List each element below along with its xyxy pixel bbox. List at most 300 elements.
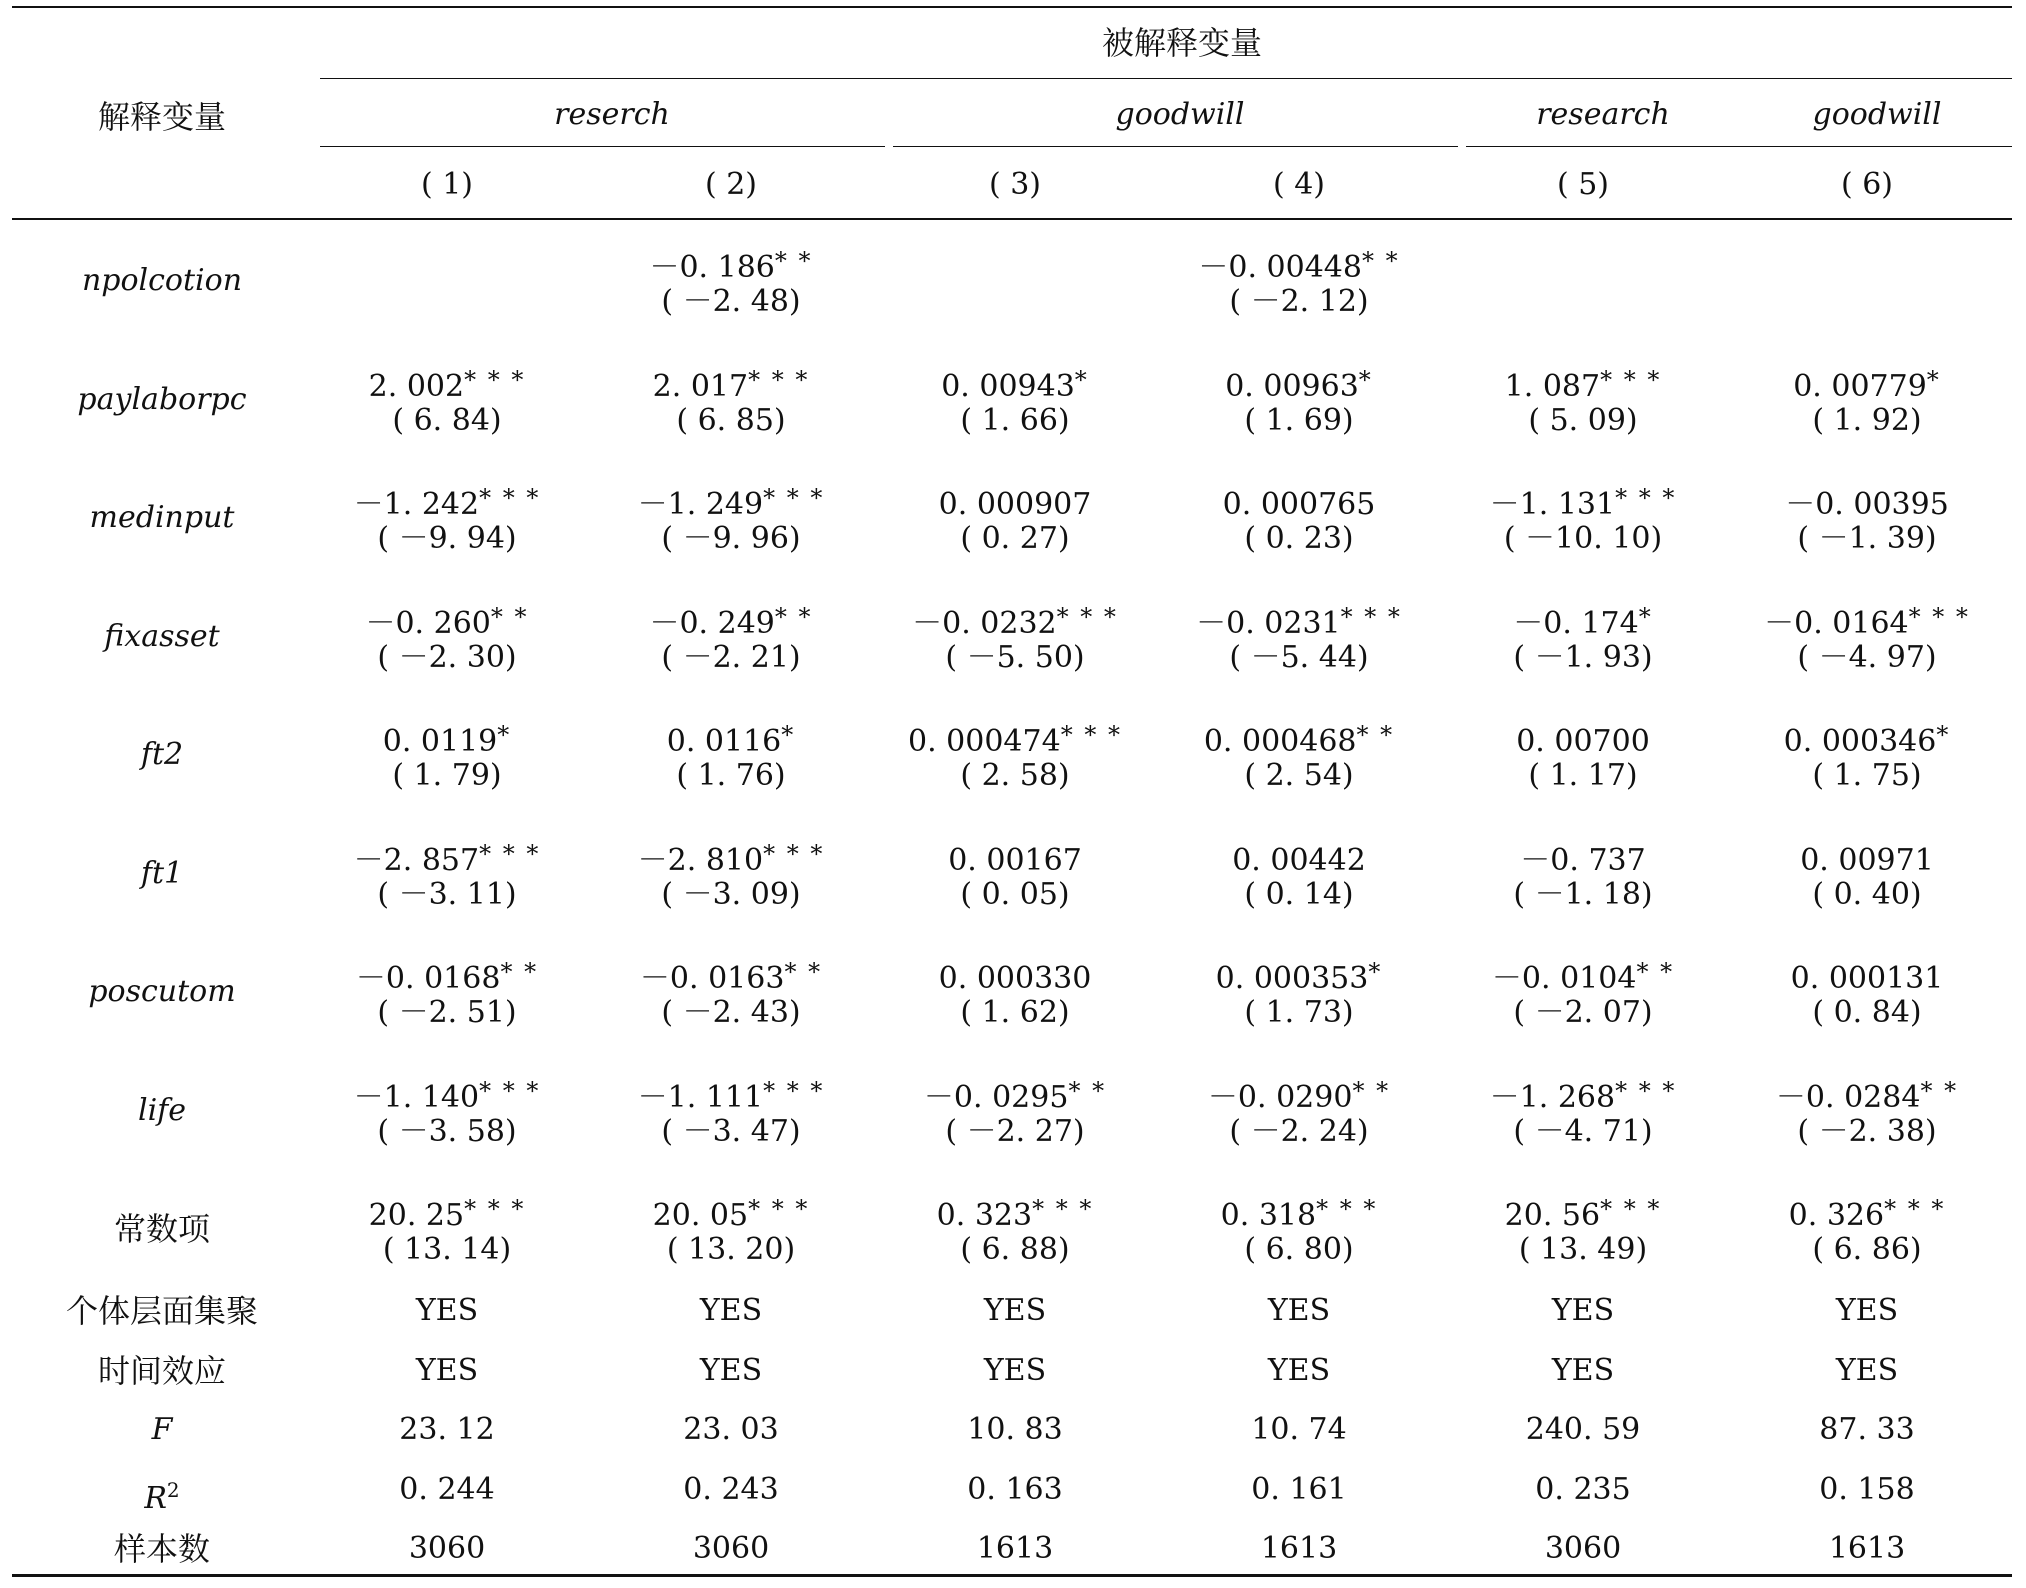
coefficient-cell	[591, 955, 871, 1030]
t-statistic: ( 1. 92)	[1812, 402, 1922, 438]
t-statistic: ( 2. 58)	[960, 758, 1070, 793]
group-label-4: goodwill	[1812, 97, 1942, 132]
coefficient-cell	[1443, 600, 1723, 675]
coefficient-line	[591, 244, 871, 285]
coefficient-line	[1443, 955, 1723, 996]
coefficient-value: 20. 05	[652, 1198, 749, 1233]
coefficient-cell	[591, 244, 871, 319]
significance-stars: *	[1936, 721, 1951, 749]
column-header-4: ( 4)	[1272, 167, 1326, 202]
summary-value: 87. 33	[1819, 1412, 1915, 1447]
coefficient-value: －0. 186	[649, 250, 775, 285]
coefficient-cell	[1159, 600, 1439, 675]
coefficient-line	[1727, 718, 2007, 759]
coefficient-line	[875, 837, 1155, 878]
coefficient-cell	[1159, 955, 1439, 1030]
coefficient-value: 0. 00943	[941, 368, 1075, 404]
coefficient-cell	[1443, 1074, 1723, 1149]
summary-value: YES	[699, 1352, 763, 1388]
coefficient-line	[1159, 1192, 1439, 1233]
group-underline-3	[1466, 146, 2012, 147]
summary-row-label: 样本数	[113, 1530, 210, 1568]
row-label: ft1	[140, 855, 184, 891]
t-statistic: ( 1. 75)	[1812, 758, 1922, 793]
coefficient-value: 0. 000131	[1790, 961, 1944, 996]
t-statistic: ( －2. 38)	[1797, 1113, 1937, 1149]
coefficient-line	[1727, 837, 2007, 878]
coefficient-cell	[875, 600, 1155, 675]
summary-value: 23. 03	[683, 1412, 779, 1447]
coefficient-value: －0. 737	[1520, 842, 1646, 878]
significance-stars: *	[1368, 958, 1383, 986]
t-statistic: ( 6. 84)	[392, 402, 502, 438]
significance-stars: * * *	[1060, 721, 1122, 749]
t-statistic: ( －2. 07)	[1513, 995, 1653, 1030]
significance-stars: * * *	[763, 839, 825, 868]
coefficient-line	[307, 600, 587, 641]
significance-stars: * * *	[1615, 1076, 1677, 1105]
t-statistic: ( 0. 23)	[1244, 521, 1354, 556]
coefficient-cell	[591, 481, 871, 556]
significance-stars: * * *	[1032, 1195, 1094, 1223]
coefficient-value: 0. 323	[936, 1198, 1033, 1233]
coefficient-value: 0. 00971	[1800, 842, 1934, 878]
coefficient-value: －1. 131	[1489, 487, 1616, 522]
coefficient-line	[1159, 363, 1439, 404]
coefficient-value: 0. 00779	[1793, 368, 1927, 404]
coefficient-value: －0. 00448	[1198, 250, 1362, 285]
coefficient-value: －0. 0231	[1196, 605, 1341, 641]
t-statistic: ( 0. 84)	[1812, 995, 1922, 1030]
row-label: poscutom	[88, 974, 236, 1009]
t-statistic: ( 0. 27)	[960, 521, 1070, 556]
coefficient-cell	[1443, 481, 1723, 556]
coefficient-line	[1727, 1192, 2007, 1233]
coefficient-value: 0. 000346	[1783, 724, 1937, 759]
column-header-6: ( 6)	[1840, 167, 1894, 202]
coefficient-cell	[875, 1192, 1155, 1267]
coefficient-value: －0. 0104	[1491, 961, 1637, 996]
coefficient-line	[1159, 244, 1439, 285]
coefficient-line	[591, 1074, 871, 1115]
coefficient-cell	[1443, 1192, 1723, 1267]
t-statistic: ( －4. 97)	[1797, 639, 1937, 675]
t-statistic: ( 1. 62)	[960, 995, 1070, 1030]
coefficient-cell	[1727, 955, 2007, 1030]
coefficient-line	[875, 1192, 1155, 1233]
coefficient-value: 0. 00700	[1516, 724, 1650, 759]
significance-stars: *	[1926, 365, 1941, 394]
coefficient-value: －0. 174	[1513, 605, 1639, 641]
significance-stars: *	[1358, 365, 1373, 394]
t-statistic: ( 2. 54)	[1244, 758, 1354, 793]
column-header-5: ( 5)	[1556, 167, 1610, 202]
significance-stars: * * *	[464, 1195, 526, 1223]
coefficient-line	[875, 718, 1155, 759]
significance-stars: *	[1638, 602, 1653, 631]
row-label: medinput	[89, 500, 235, 535]
coefficient-value: 0. 000907	[938, 487, 1092, 522]
significance-stars: *	[781, 721, 796, 749]
summary-value: 1613	[1260, 1531, 1338, 1566]
coefficient-cell	[1727, 1074, 2007, 1149]
coefficient-line	[1443, 837, 1723, 878]
significance-stars: * *	[774, 602, 813, 631]
coefficient-value: 0. 000330	[938, 961, 1092, 996]
coefficient-cell	[875, 363, 1155, 438]
table-top-rule	[12, 6, 2012, 8]
summary-row-label	[12, 1473, 312, 1516]
t-statistic: ( －5. 44)	[1229, 639, 1369, 675]
coefficient-line	[591, 837, 871, 878]
coefficient-value: 0. 00442	[1232, 842, 1366, 878]
coefficient-line	[1443, 718, 1723, 759]
significance-stars: * * *	[1615, 484, 1677, 512]
coefficient-cell	[1727, 1192, 2007, 1267]
coefficient-line	[591, 363, 871, 404]
t-statistic: ( －2. 30)	[377, 639, 517, 675]
coefficient-value: 2. 002	[368, 368, 465, 404]
dependent-variable-underline	[320, 78, 2012, 79]
t-statistic: ( 0. 40)	[1812, 876, 1922, 912]
summary-value: YES	[415, 1293, 479, 1328]
coefficient-value: 0. 318	[1220, 1198, 1317, 1233]
coefficient-value: －2. 857	[353, 842, 480, 878]
summary-value: 10. 74	[1251, 1412, 1347, 1447]
coefficient-line	[591, 481, 871, 522]
coefficient-cell	[875, 1074, 1155, 1149]
coefficient-value: 20. 25	[368, 1198, 465, 1233]
column-header-1: ( 1)	[420, 167, 474, 202]
coefficient-cell	[591, 363, 871, 438]
coefficient-cell	[307, 363, 587, 438]
coefficient-cell	[1159, 244, 1439, 319]
coefficient-cell	[591, 600, 871, 675]
coefficient-value: 0. 000474	[908, 724, 1061, 759]
significance-stars: * * *	[1600, 365, 1662, 394]
coefficient-line	[1727, 1074, 2007, 1115]
coefficient-cell	[1727, 481, 2007, 556]
coefficient-cell	[307, 1192, 587, 1267]
coefficient-line	[875, 1074, 1155, 1115]
coefficient-cell	[1727, 600, 2007, 675]
t-statistic: ( 1. 73)	[1244, 995, 1354, 1030]
coefficient-line	[307, 955, 587, 996]
coefficient-cell	[307, 955, 587, 1030]
coefficient-value: －1. 268	[1489, 1079, 1616, 1115]
t-statistic: ( －2. 24)	[1229, 1113, 1369, 1149]
coefficient-cell	[1159, 481, 1439, 556]
significance-stars: * *	[490, 602, 529, 631]
coefficient-line	[875, 363, 1155, 404]
coefficient-line	[307, 1192, 587, 1233]
significance-stars: * * *	[1340, 602, 1402, 631]
coefficient-cell	[591, 1074, 871, 1149]
coefficient-value: 0. 000765	[1222, 487, 1376, 522]
coefficient-value: －0. 0232	[912, 605, 1057, 641]
coefficient-line	[591, 1192, 871, 1233]
summary-value: 0. 235	[1535, 1471, 1631, 1507]
significance-stars: *	[1074, 365, 1089, 394]
coefficient-cell	[1727, 363, 2007, 438]
coefficient-line	[1443, 363, 1723, 404]
coefficient-cell	[875, 481, 1155, 556]
coefficient-cell	[1727, 718, 2007, 793]
t-statistic: ( 1. 69)	[1244, 402, 1354, 438]
t-statistic: ( －3. 47)	[661, 1113, 801, 1149]
significance-stars: * * *	[763, 1076, 825, 1105]
t-statistic: ( 13. 14)	[382, 1232, 512, 1267]
group-label-1: reserch	[554, 97, 670, 132]
coefficient-line	[1727, 481, 2007, 522]
coefficient-value: －1. 140	[353, 1079, 480, 1115]
significance-stars: * * *	[479, 484, 541, 512]
t-statistic: ( －3. 58)	[377, 1113, 517, 1149]
t-statistic: ( 5. 09)	[1528, 402, 1638, 438]
coefficient-line	[1159, 481, 1439, 522]
coefficient-line	[1443, 481, 1723, 522]
coefficient-value: 0. 00963	[1225, 368, 1359, 404]
coefficient-cell	[875, 955, 1155, 1030]
t-statistic: ( －2. 27)	[945, 1113, 1085, 1149]
coefficient-value: －0. 0290	[1207, 1079, 1353, 1115]
coefficient-line	[875, 600, 1155, 641]
t-statistic: ( －10. 10)	[1503, 521, 1663, 556]
coefficient-cell	[591, 1192, 871, 1267]
coefficient-value: －2. 810	[637, 842, 764, 878]
t-statistic: ( －2. 51)	[377, 995, 517, 1030]
t-statistic: ( 6. 80)	[1244, 1232, 1354, 1267]
coefficient-line	[307, 481, 587, 522]
coefficient-value: －0. 0163	[639, 961, 785, 996]
significance-stars: * *	[1352, 1076, 1391, 1105]
significance-stars: * * *	[479, 1076, 541, 1105]
coefficient-value: 0. 000468	[1203, 724, 1357, 759]
coefficient-line	[591, 955, 871, 996]
t-statistic: ( －3. 11)	[377, 876, 517, 912]
coefficient-value: －1. 111	[637, 1079, 764, 1115]
coefficient-value: －1. 249	[637, 487, 764, 522]
coefficient-line	[1159, 600, 1439, 641]
coefficient-value: －0. 00395	[1785, 487, 1949, 522]
coefficient-cell	[307, 1074, 587, 1149]
t-statistic: ( －4. 71)	[1513, 1113, 1653, 1149]
coefficient-line	[591, 718, 871, 759]
summary-value: 10. 83	[967, 1412, 1063, 1447]
group-underline-1	[320, 146, 885, 147]
coefficient-line	[875, 955, 1155, 996]
significance-stars: * * *	[1056, 602, 1118, 631]
t-statistic: ( －2. 21)	[661, 639, 801, 675]
coefficient-value: 0. 326	[1788, 1198, 1885, 1233]
summary-value: 3060	[408, 1531, 486, 1566]
table-bottom-rule	[12, 1574, 2012, 1577]
coefficient-line	[307, 837, 587, 878]
significance-stars: * *	[1356, 721, 1395, 749]
summary-value: YES	[983, 1293, 1047, 1328]
t-statistic: ( 13. 49)	[1518, 1232, 1648, 1267]
summary-value: YES	[1551, 1293, 1615, 1328]
summary-value: 23. 12	[399, 1412, 495, 1447]
coefficient-line	[1159, 955, 1439, 996]
significance-stars: * * *	[1884, 1195, 1946, 1223]
row-label: life	[137, 1092, 187, 1128]
coefficient-cell	[1159, 1074, 1439, 1149]
t-statistic: ( －2. 43)	[661, 995, 801, 1030]
coefficient-line	[1443, 1192, 1723, 1233]
coefficient-cell	[591, 718, 871, 793]
t-statistic: ( 1. 17)	[1528, 758, 1638, 793]
row-label: paylaborpc	[77, 381, 247, 417]
summary-value: YES	[699, 1293, 763, 1328]
t-statistic: ( －9. 96)	[661, 521, 801, 556]
coefficient-line	[591, 600, 871, 641]
coefficient-line	[1443, 1074, 1723, 1115]
coefficient-cell	[1443, 363, 1723, 438]
t-statistic: ( 13. 20)	[666, 1232, 796, 1267]
significance-stars: * *	[784, 958, 823, 986]
summary-value: YES	[1267, 1352, 1331, 1388]
t-statistic: ( －1. 93)	[1513, 639, 1653, 675]
coefficient-line	[1727, 363, 2007, 404]
coefficient-cell	[1443, 837, 1723, 912]
t-statistic: ( 6. 85)	[676, 402, 786, 438]
summary-value: 1613	[976, 1531, 1054, 1566]
row-label: 常数项	[113, 1210, 210, 1248]
coefficient-value: 2. 017	[652, 368, 749, 404]
significance-stars: * * *	[479, 839, 541, 868]
coefficient-cell	[591, 837, 871, 912]
coefficient-cell	[875, 718, 1155, 793]
coefficient-value: 0. 00167	[948, 842, 1082, 878]
significance-stars: * * *	[1316, 1195, 1378, 1223]
summary-value: YES	[983, 1352, 1047, 1388]
significance-stars: * * *	[748, 1195, 810, 1223]
group-underline-2	[893, 146, 1458, 147]
coefficient-cell	[1159, 1192, 1439, 1267]
t-statistic: ( 6. 86)	[1812, 1232, 1922, 1267]
coefficient-cell	[875, 837, 1155, 912]
header-dependent-variable: 被解释变量	[1101, 24, 1262, 62]
coefficient-line	[1727, 600, 2007, 641]
t-statistic: ( 1. 76)	[676, 758, 786, 793]
coefficient-line	[307, 363, 587, 404]
coefficient-value: －0. 0295	[923, 1079, 1069, 1115]
summary-value: YES	[1835, 1352, 1899, 1388]
summary-value: 0. 161	[1251, 1471, 1347, 1507]
significance-stars: * * *	[748, 365, 810, 394]
coefficient-line	[307, 1074, 587, 1115]
coefficient-value: －0. 0164	[1764, 605, 1909, 641]
coefficient-cell	[307, 837, 587, 912]
significance-stars: * *	[500, 958, 539, 986]
summary-value: 3060	[692, 1531, 770, 1566]
column-header-3: ( 3)	[988, 167, 1042, 202]
summary-row-label: F	[151, 1412, 173, 1447]
t-statistic: ( －1. 39)	[1797, 521, 1937, 556]
regression-table	[12, 6, 2012, 1582]
summary-value: 1613	[1828, 1531, 1906, 1566]
coefficient-cell	[1159, 718, 1439, 793]
t-statistic: ( 0. 05)	[960, 876, 1070, 912]
significance-stars: * * *	[1908, 602, 1970, 631]
significance-stars: * * *	[763, 484, 825, 512]
coefficient-line	[1159, 837, 1439, 878]
significance-stars: * *	[1636, 958, 1675, 986]
t-statistic: ( －1. 18)	[1513, 876, 1653, 912]
coefficient-value: 20. 56	[1504, 1198, 1601, 1233]
summary-value: YES	[1835, 1293, 1899, 1328]
t-statistic: ( 0. 14)	[1244, 876, 1354, 912]
row-label: npolcotion	[81, 263, 243, 298]
t-statistic: ( 1. 66)	[960, 402, 1070, 438]
summary-row-label: 个体层面集聚	[65, 1292, 258, 1330]
coefficient-line	[307, 718, 587, 759]
summary-value: 0. 244	[399, 1471, 495, 1507]
summary-value: YES	[1267, 1293, 1331, 1328]
significance-stars: * * *	[1600, 1195, 1662, 1223]
coefficient-value: －1. 242	[353, 487, 480, 522]
coefficient-value: －0. 249	[649, 605, 775, 641]
summary-value: YES	[1551, 1352, 1615, 1388]
significance-stars: * * *	[464, 365, 526, 394]
significance-stars: * *	[1361, 247, 1400, 275]
coefficient-cell	[307, 481, 587, 556]
coefficient-value: －0. 260	[365, 605, 491, 641]
r-squared-superscript: 2	[166, 1477, 180, 1502]
coefficient-value: 0. 000353	[1215, 961, 1369, 996]
coefficient-cell	[307, 600, 587, 675]
coefficient-cell	[1443, 955, 1723, 1030]
coefficient-line	[1443, 600, 1723, 641]
coefficient-value: 1. 087	[1504, 368, 1601, 404]
coefficient-cell	[307, 718, 587, 793]
summary-row-label: 时间效应	[97, 1351, 226, 1390]
row-label: fixasset	[104, 618, 220, 654]
coefficient-line	[1727, 955, 2007, 996]
summary-value: 3060	[1544, 1531, 1622, 1566]
group-label-3: research	[1536, 97, 1670, 132]
t-statistic: ( 1. 79)	[392, 758, 502, 793]
t-statistic: ( －9. 94)	[377, 521, 517, 556]
coefficient-value: －0. 0168	[355, 961, 501, 996]
coefficient-value: 0. 0119	[382, 724, 498, 759]
column-header-2: ( 2)	[704, 167, 758, 202]
r-squared-label: R	[144, 1480, 167, 1516]
header-explanatory-variable: 解释变量	[97, 98, 226, 136]
coefficient-value: 0. 0116	[666, 724, 782, 759]
summary-value: 0. 158	[1819, 1471, 1915, 1507]
coefficient-line	[875, 481, 1155, 522]
t-statistic: ( －2. 12)	[1229, 284, 1369, 319]
significance-stars: * *	[1920, 1076, 1959, 1105]
table-header-rule	[12, 218, 2012, 220]
row-label: ft2	[140, 737, 184, 772]
coefficient-cell	[1159, 837, 1439, 912]
t-statistic: ( －2. 48)	[661, 284, 801, 319]
coefficient-line	[1159, 718, 1439, 759]
coefficient-line	[1159, 1074, 1439, 1115]
significance-stars: * *	[774, 247, 813, 275]
group-label-2: goodwill	[1115, 97, 1245, 132]
coefficient-cell	[1159, 363, 1439, 438]
significance-stars: *	[497, 721, 512, 749]
significance-stars: * *	[1068, 1076, 1107, 1105]
summary-value: YES	[415, 1352, 479, 1388]
coefficient-value: －0. 0284	[1775, 1079, 1921, 1115]
t-statistic: ( －3. 09)	[661, 876, 801, 912]
summary-value: 0. 163	[967, 1471, 1063, 1507]
